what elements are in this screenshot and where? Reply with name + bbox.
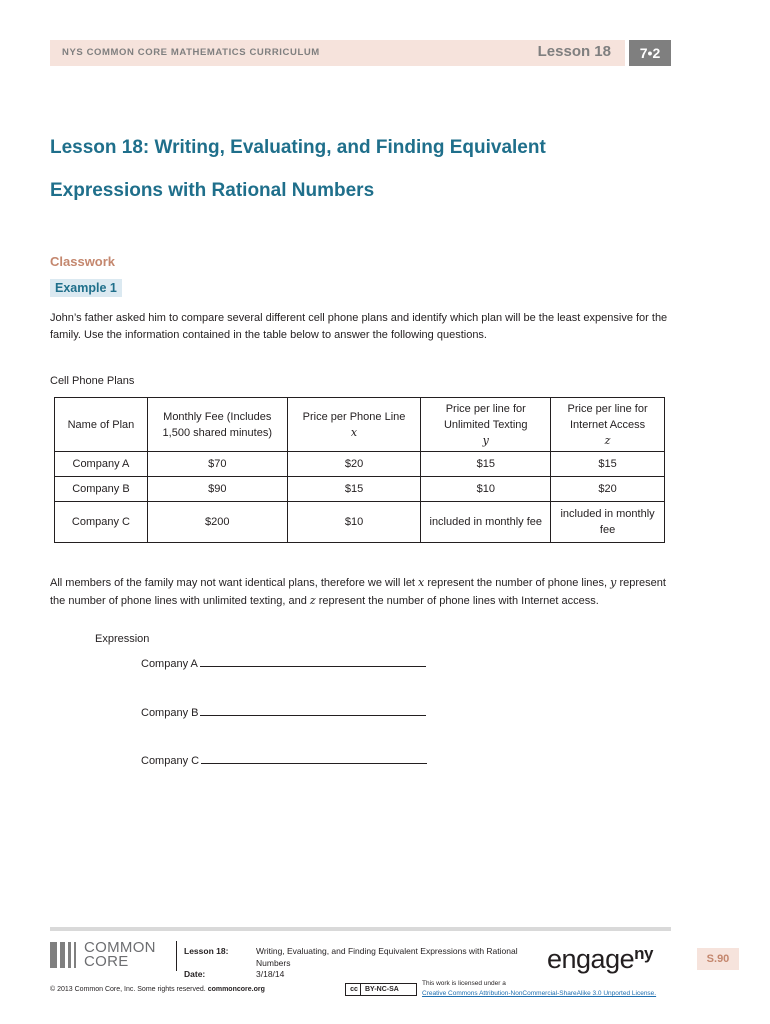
variable-x: x [350, 425, 358, 439]
table-row [55, 452, 665, 477]
table-cell: $200 [147, 502, 287, 543]
answer-blank[interactable] [201, 754, 427, 764]
header-cell: Monthly Fee (Includes 1,500 shared minutes) [147, 398, 287, 452]
table-row [55, 477, 665, 502]
curriculum-title: NYS COMMON CORE MATHEMATICS CURRICULUM [62, 47, 320, 58]
plan-name-cell: Company C [55, 502, 148, 543]
footer-date-label: Date: [184, 969, 206, 979]
footer-lesson-label: Lesson 18: [184, 946, 229, 956]
table-row [55, 502, 665, 543]
expression-heading: Expression [95, 633, 150, 645]
copyright-notice: © 2013 Common Core, Inc. Some rights reserved. commoncore.org [50, 986, 265, 993]
cc-icon: cc [348, 984, 361, 995]
lesson-title-line-1: Lesson 18: Writing, Evaluating, and Finding Equivalent [50, 137, 546, 158]
cc-license-badge: cc BY-NC-SA [345, 983, 417, 996]
answer-blank[interactable] [200, 657, 426, 667]
lesson-tag: Lesson 18 [537, 43, 611, 60]
table-cell: $70 [147, 452, 287, 477]
cell-phone-plans-table [54, 397, 665, 543]
table-cell: $90 [147, 477, 287, 502]
intro-paragraph: John’s father asked him to compare several different cell phone plans and identify which plan will be the least expensive for the family. Use the information contained in the table below to answer the following questions. [50, 312, 668, 341]
variable-y: y [482, 433, 489, 447]
table-cell: included in monthly fee [551, 502, 665, 543]
table-cell: $10 [421, 477, 551, 502]
plan-name-cell: Company A [55, 452, 148, 477]
module-badge: 7•2 [625, 40, 671, 66]
table-cell: $20 [551, 477, 665, 502]
expression-company-a: Company A [141, 657, 426, 670]
table-cell: $20 [287, 452, 421, 477]
table-header-row [55, 398, 665, 452]
license-text: This work is licensed under a [422, 980, 506, 987]
plan-name-cell: Company B [55, 477, 148, 502]
table-caption: Cell Phone Plans [50, 375, 135, 387]
table-cell: $15 [287, 477, 421, 502]
table-cell: $15 [551, 452, 665, 477]
header-cell: Price per Phone Line x [287, 398, 421, 452]
lesson-title-line-2: Expressions with Rational Numbers [50, 180, 375, 201]
table-cell: $15 [421, 452, 551, 477]
table-cell: included in monthly fee [421, 502, 551, 543]
header-cell: Price per line for Unlimited Texting y [421, 398, 551, 452]
header-cell: Price per line for Internet Access z [551, 398, 665, 452]
variable-z: z [604, 433, 611, 447]
example-badge: Example 1 [50, 279, 122, 297]
page-header [50, 40, 671, 66]
footer-lesson-title: Writing, Evaluating, and Finding Equivalent Expressions with Rational Numbers [256, 946, 518, 968]
footer-date: 3/18/14 [256, 969, 285, 979]
page-number: S.90 [697, 948, 739, 970]
expression-company-b: Company B [141, 706, 426, 719]
answer-blank[interactable] [200, 706, 426, 716]
common-core-logo-icon [50, 942, 80, 968]
variables-paragraph: All members of the family may not want identical plans, therefore we will let x represent the number of phone lines, y represent the number of phone lines with unlimited texting, and z represent the number of phone lines with Internet access. [50, 576, 666, 607]
expression-company-c: Company C [141, 754, 427, 767]
license-link[interactable]: Creative Commons Attribution-NonCommercial-ShareAlike 3.0 Unported License. [422, 990, 657, 997]
brand-common: COMMON [84, 939, 156, 956]
engageny-logo: engage$^{ny}$ [547, 944, 653, 974]
header-cell: Name of Plan [55, 398, 148, 452]
classwork-heading: Classwork [50, 254, 116, 269]
footer-divider [50, 927, 671, 931]
brand-core: CORE [84, 953, 129, 970]
footer-separator [176, 941, 177, 971]
table-cell: $10 [287, 502, 421, 543]
